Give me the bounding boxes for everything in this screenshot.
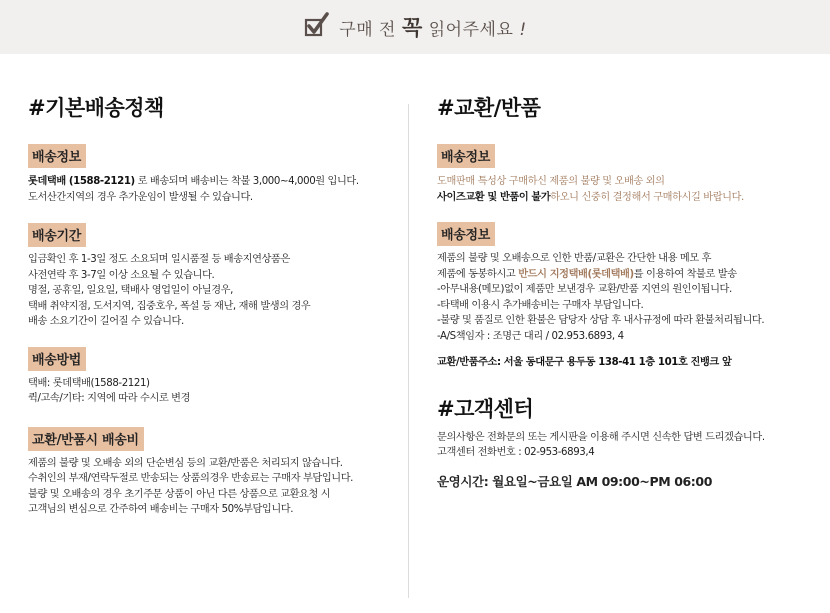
shipping-method-block <box>28 347 388 407</box>
text-line: 사전연락 후 3-7일 이상 소요될 수 있습니다. <box>28 269 215 281</box>
designated-courier-text: 반드시 지정택배(롯데택배) <box>518 268 634 280</box>
shipping-info-block <box>28 144 388 205</box>
return-fee-block <box>28 427 388 518</box>
exchange-notice-block <box>437 144 817 205</box>
text-line: 택배 취약지점, 도서지역, 집중호우, 폭설 등 재난, 재해 발생의 경우 <box>28 300 311 312</box>
text-line: 수취인의 부재/연락두절로 반송되는 상품의경우 반송료는 구매자 부담입니다. <box>28 473 354 484</box>
return-address: 교환/반품주소: 서울 동대문구 용두동 138-41 1층 101호 진뱅크 앞 <box>437 357 732 368</box>
text-line <box>437 267 817 283</box>
text-line: 택배: 롯데택배(1588-2121) <box>28 377 150 389</box>
no-exchange-text: 사이즈교환 및 반품이 불가 <box>437 191 551 203</box>
return-process-block <box>437 222 817 371</box>
banner-text-before: 구매 전 <box>339 20 396 40</box>
tag-exchange-notice: 배송정보 <box>437 144 495 168</box>
text-line: 명절, 공휴일, 일요일, 택배사 영업일이 아닐경우, <box>28 285 233 296</box>
text-line: 도매판매 특성상 구매하신 제품의 불량 및 오배송 외의 <box>437 176 665 187</box>
customer-center-block <box>437 393 817 490</box>
text-line: 배송 소요기간이 길어질 수 있습니다. <box>28 316 184 327</box>
customer-center-phone: 고객센터 전화번호 : 02-953-6893,4 <box>437 447 595 458</box>
text-line: 퀵/고속/기타: 지역에 따라 수시로 변경 <box>28 393 191 404</box>
tag-shipping-method: 배송방법 <box>28 347 86 371</box>
text-line: -불량 및 품질로 인한 환불은 담당자 상담 후 내사규정에 따라 환불처리됩니다. <box>437 315 765 326</box>
shipping-method-text <box>28 376 388 407</box>
return-fee-text <box>28 456 388 518</box>
text-segment: 제품에 동봉하시고 <box>437 268 519 280</box>
section-title-customer-center: #고객센터 <box>437 396 534 421</box>
text-line: 입금확인 후 1-3일 정도 소요되며 일시품절 등 배송지연상품은 <box>28 254 290 265</box>
shipping-info-text <box>28 174 388 205</box>
shipping-period-block <box>28 223 388 330</box>
banner-text-exclamation: ! <box>519 20 527 40</box>
text-line: 불량 및 오배송의 경우 초기주문 상품이 아닌 다른 상품으로 교환요청 시 <box>28 488 331 500</box>
text-line: -A/S책임자 : 조명근 대리 / 02.953.6893, 4 <box>437 330 624 342</box>
column-divider <box>408 104 409 598</box>
tag-return-process: 배송정보 <box>437 222 495 246</box>
tag-shipping-period: 배송기간 <box>28 223 86 247</box>
text-line: -타택배 이용시 추가배송비는 구매자 부담입니다. <box>437 299 644 311</box>
customer-center-text <box>437 430 817 461</box>
section-title-exchange-return: #교환/반품 <box>437 96 541 120</box>
text-line: -아무내용(메모)없이 제품만 보낸경우 교환/반품 지연의 원인이됩니다. <box>437 284 732 295</box>
banner-text-after: 읽어주세요 <box>428 20 514 40</box>
text-line: 제품의 불량 및 오배송으로 인한 반품/교환은 간단한 내용 메모 후 <box>437 253 712 264</box>
exchange-return-policy <box>437 92 817 490</box>
return-process-text <box>437 251 817 371</box>
banner-text <box>339 12 526 42</box>
notice-banner <box>0 0 830 54</box>
checkbox-check-icon <box>303 11 331 39</box>
section-title-shipping-policy: #기본배송정책 <box>28 96 164 120</box>
business-hours: 운영시간: 월요일~금요일 AM 09:00~PM 06:00 <box>437 473 712 489</box>
banner-text-emphasis: 꼭 <box>401 16 423 40</box>
caution-text: 하오니 신중히 결정해서 구매하시길 바랍니다. <box>550 191 744 203</box>
exchange-notice-text <box>437 174 817 205</box>
tag-shipping-info: 배송정보 <box>28 144 86 168</box>
courier-name: 롯데택배 (1588-2121) <box>28 176 135 187</box>
text-line <box>28 174 388 190</box>
text-line: 제품의 불량 및 오배송 외의 단순변심 등의 교환/반품은 처리되지 않습니다. <box>28 457 343 469</box>
basic-shipping-policy <box>28 92 388 518</box>
text-line: 문의사항은 전화문의 또는 게시판을 이용해 주시면 신속한 답변 드리겠습니다. <box>437 431 765 443</box>
shipping-fee-text: 로 배송되며 배송비는 착불 3,000~4,000원 입니다. <box>134 176 359 187</box>
text-line <box>437 190 817 206</box>
text-line: 고객님의 변심으로 간주하여 배송비는 구매자 50%부담입니다. <box>28 504 294 515</box>
tag-return-fee: 교환/반품시 배송비 <box>28 427 144 451</box>
text-segment: 를 이용하여 착불로 발송 <box>633 268 737 280</box>
text-line: 도서산간지역의 경우 추가운임이 발생될 수 있습니다. <box>28 191 253 203</box>
shipping-period-text <box>28 252 388 330</box>
